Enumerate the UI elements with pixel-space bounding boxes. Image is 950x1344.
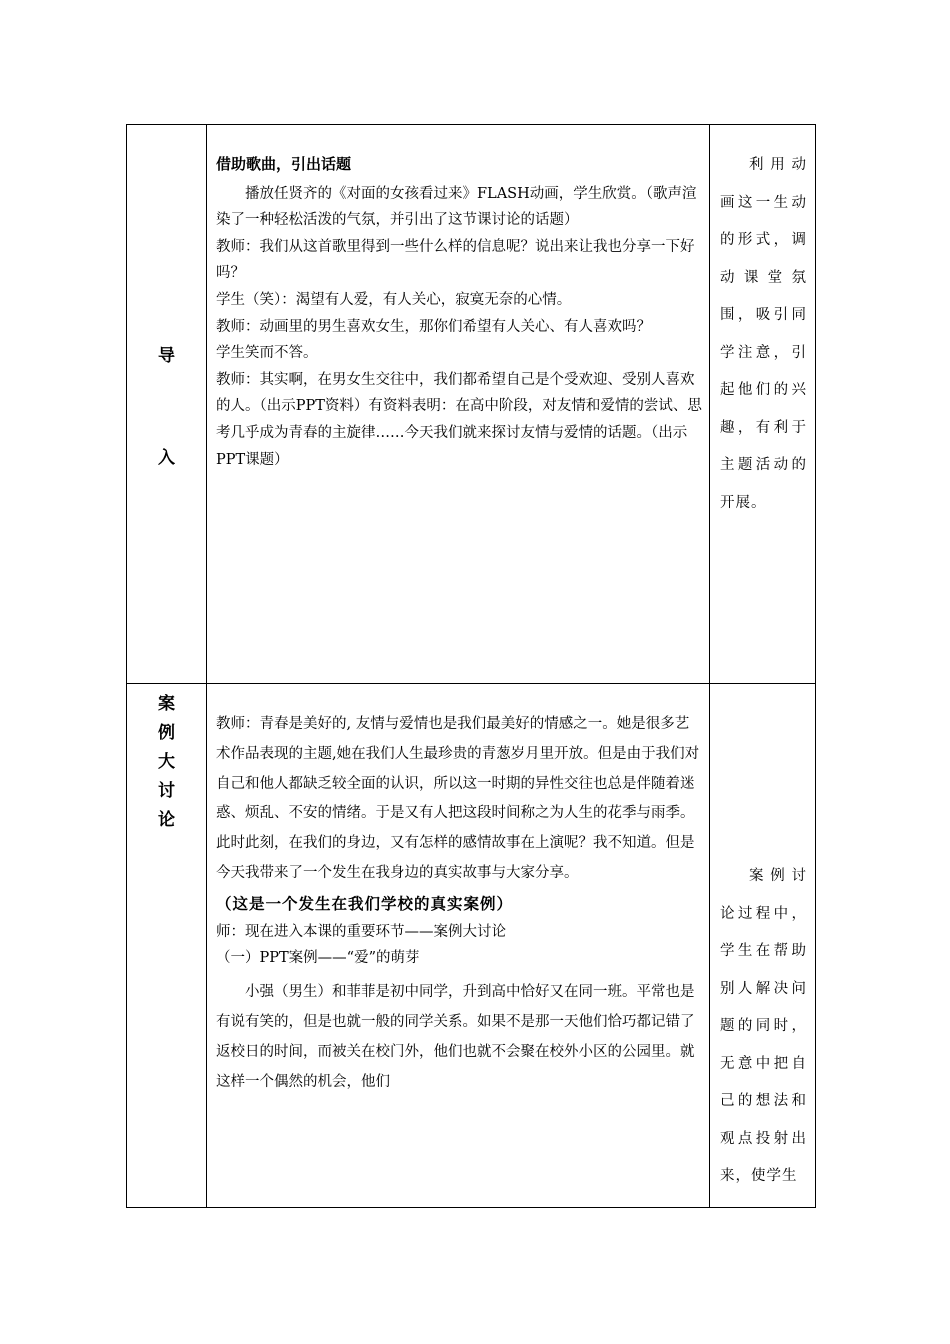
paragraph: 教师：动画里的男生喜欢女生，那你们希望有人关心、有人喜欢吗？ <box>216 318 651 335</box>
paragraph: 师：现在进入本课的重要环节——案例大讨论 <box>216 923 506 940</box>
content-cell-case <box>207 684 710 1208</box>
paragraph: 教师：我们从这首歌里得到一些什么样的信息呢？说出来让我也分享一下好吗？ <box>216 238 695 282</box>
stage-char: 大 <box>158 752 175 772</box>
stage-char: 案 <box>158 694 175 714</box>
stage-char: 例 <box>158 723 175 743</box>
note-cell-intro <box>710 125 816 684</box>
stage-char: 论 <box>158 810 175 830</box>
stage-char: 入 <box>158 448 175 468</box>
case-story: 小强（男生）和菲菲是初中同学，升到高中恰好又在同一班。平常也是有说有笑的，但是也就一般的同学关系。如果不是那一天他们恰巧都记错了返校日的时间，而被关在校门外，他们也就不会聚在校外小区的公园里。就这样一个偶然的机会，他们 <box>216 983 695 1090</box>
note-cell-case <box>710 684 816 1208</box>
row-case <box>127 684 816 1208</box>
stage-char: 导 <box>158 346 175 366</box>
stage-label-case <box>127 684 206 835</box>
stage-label-intro <box>127 125 206 683</box>
paragraph: 教师：青春是美好的, 友情与爱情也是我们最美好的情感之一。她是很多艺术作品表现的主题,她在我们人生最珍贵的青葱岁月里开放。但是由于我们对自己和他人都缺乏较全面的认识，所以这一时期的异性交往也总是伴随着迷惑、烦乱、不安的情绪。于是又有人把这段时间称之为人生的花季与雨季。此时此刻，在我们的身边，又有怎样的感情故事在上演呢？我不知道。但是今天我带来了一个发生在我身边的真实故事与大家分享。 <box>216 716 700 881</box>
stage-cell-intro <box>127 125 207 684</box>
stage-cell-case <box>127 684 207 1208</box>
design-note: 利用动画这一生动的形式，调动课堂氛围，吸引同学注意，引起他们的兴趣，有利于主题活动的开展。 <box>720 157 807 511</box>
lesson-plan-table <box>126 124 816 1208</box>
paragraph: 教师：其实啊，在男女生交往中，我们都希望自己是个受欢迎、受别人喜欢的人。（出示PPT资料）有资料表明：在高中阶段，对友情和爱情的尝试、思考几乎成为青春的主旋律……今天我们就来探讨友情与爱情的话题。（出示PPT课题） <box>216 371 702 468</box>
row-intro <box>127 125 816 684</box>
content-cell-intro <box>207 125 710 684</box>
case-source-note: （这是一个发生在我们学校的真实案例） <box>216 894 514 913</box>
design-note: 案例讨论过程中，学生在帮助别人解决问题的同时，无意中把自己的想法和观点投射出来，使学生 <box>720 868 807 1184</box>
paragraph: 学生（笑）：渴望有人爱，有人关心，寂寞无奈的心情。 <box>216 291 572 308</box>
stage-char: 讨 <box>158 781 175 801</box>
lesson-plan-page <box>126 124 815 1207</box>
paragraph: 播放任贤齐的《对面的女孩看过来》FLASH动画，学生欣赏。（歌声渲染了一种轻松活泼的气氛，并引出了这节课讨论的话题） <box>216 185 697 229</box>
paragraph: 学生笑而不答。 <box>216 345 318 362</box>
subsection-title: （一）PPT案例——“爱”的萌芽 <box>216 949 420 966</box>
section-heading: 借助歌曲，引出话题 <box>216 155 352 173</box>
